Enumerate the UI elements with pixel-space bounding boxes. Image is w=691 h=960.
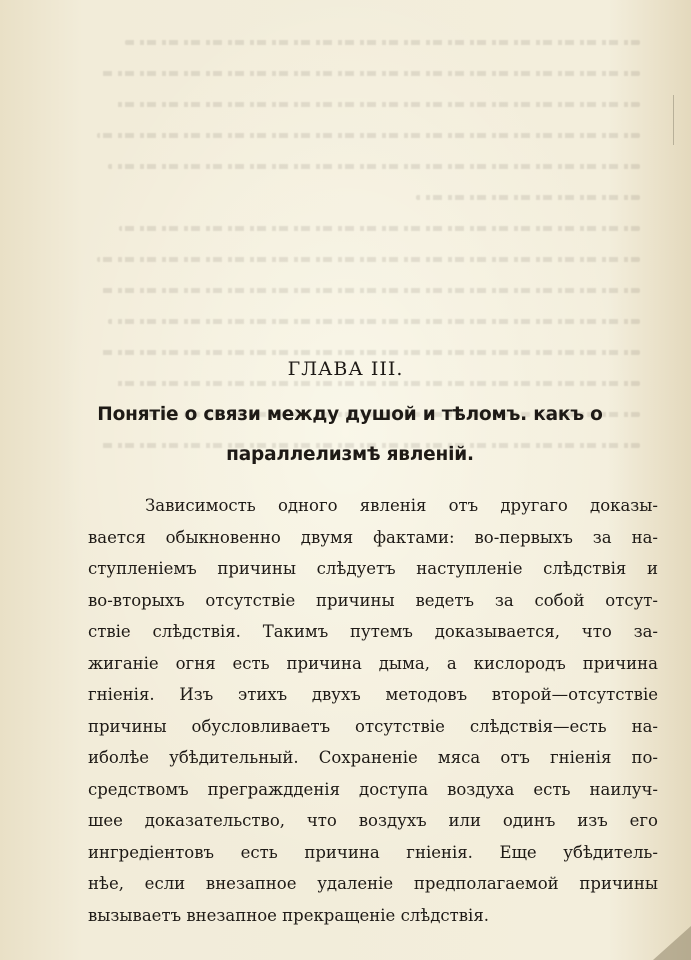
body-line: нѣе, если внезапное удаленіе предполагаемой причины — [88, 874, 658, 893]
body-paragraph — [88, 490, 658, 931]
chapter-title-line: параллелизмѣ явленій. — [226, 444, 474, 465]
body-line: жиганіе огня есть причина дыма, а кислородъ причина — [88, 653, 658, 673]
corner-mark — [653, 926, 691, 960]
body-line: ступленіемъ причины слѣдуетъ наступленіе слѣдствія и — [88, 559, 658, 578]
body-line: иболѣе убѣдительный. Сохраненіе мяса отъ гніенія по- — [88, 748, 658, 767]
body-line: Зависимость одного явленія отъ другаго доказы- — [145, 496, 658, 515]
page-edge-mark — [673, 95, 674, 145]
chapter-title — [60, 395, 640, 475]
body-line: ингредіентовъ есть причина гніенія. Еще убѣдитель- — [88, 842, 658, 862]
chapter-title-line: Понятіе о связи между душой и тѣломъ. какъ о — [97, 404, 603, 425]
body-line: вается обыкновенно двумя фактами: во-первыхъ за на- — [88, 527, 658, 547]
body-line: средствомъ преграждденія доступа воздуха есть наилуч- — [88, 779, 658, 799]
body-line: вызываетъ внезапное прекращеніе слѣдствія. — [88, 905, 489, 925]
body-line: ствіе слѣдствія. Такимъ путемъ доказывается, что за- — [88, 622, 658, 641]
body-line: шее доказательство, что воздухъ или одинъ изъ его — [88, 811, 658, 830]
body-line: во-вторыхъ отсутствіе причины ведетъ за собой отсут- — [88, 590, 658, 610]
body-line: причины обусловливаетъ отсутствіе слѣдствія—есть на- — [88, 716, 658, 736]
body-line: гніенія. Изъ этихъ двухъ методовъ второй—отсутствіе — [88, 685, 658, 704]
chapter-heading: ГЛАВА III. — [287, 358, 404, 380]
